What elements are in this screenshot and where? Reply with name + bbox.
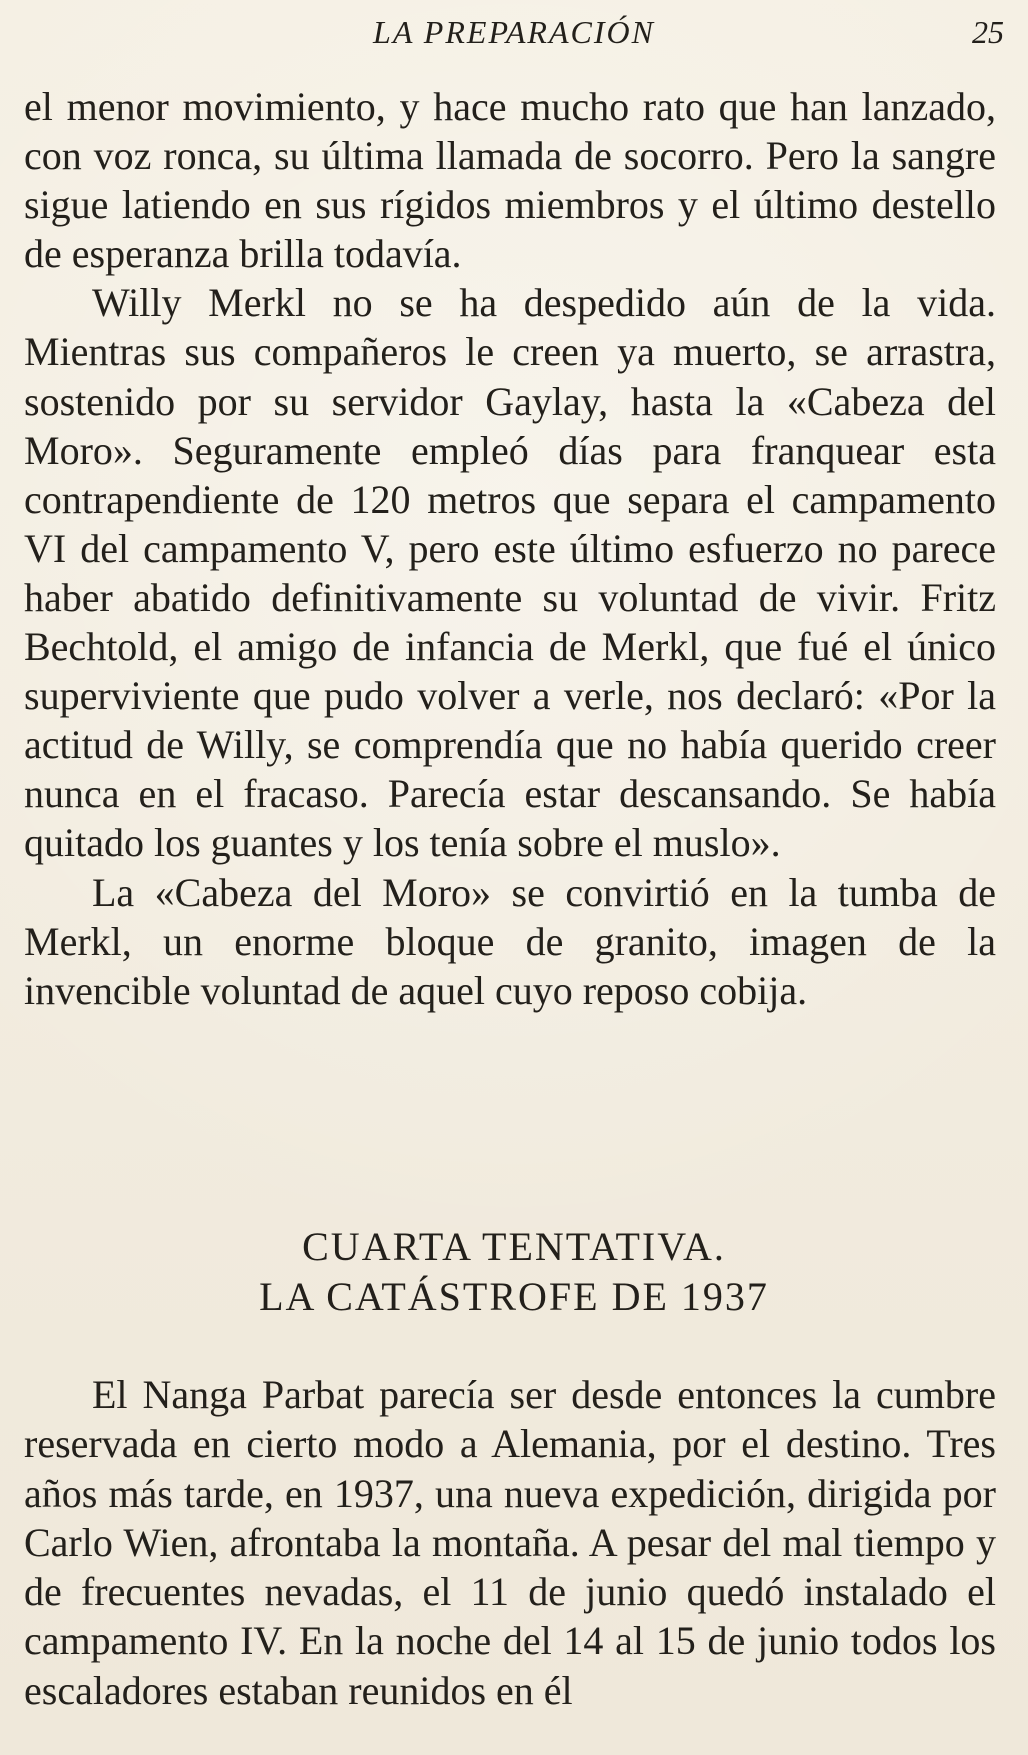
- body-text-bottom: [24, 1370, 996, 1715]
- running-head: LA PREPARACIÓN: [373, 14, 655, 50]
- page-header: [0, 8, 1028, 54]
- section-heading-line-2: LA CATÁSTROFE DE 1937: [259, 1274, 769, 1319]
- section-heading: [0, 1222, 1028, 1322]
- page-number: 25: [972, 14, 1004, 50]
- paragraph: La «Cabeza del Moro» se convirtió en la tumba de Merkl, un enorme bloque de granito, imagen de la invencible voluntad de aquel cuyo reposo cobija.: [24, 869, 996, 1013]
- paragraph: Willy Merkl no se ha despedido aún de la vida. Mientras sus compañeros le creen ya muerto, se arrastra, sostenido por su servidor Gaylay, hasta la «Cabeza del Moro». Seguramente empleó días para franquear esta contrapendiente de 120 metros que separa el campamento VI del campamento V, pero este último esfuerzo no parece haber abatido definitivamente su voluntad de vivir. Fritz Bechtold, el amigo de infancia de Merkl, que fué el único superviviente que pudo volver a verle, nos declaró: «Por la actitud de Willy, se comprendía que no había querido creer nunca en el fracaso. Parecía estar descansando. Se había quitado los guantes y los tenía sobre el muslo».: [24, 280, 996, 866]
- paragraph: el menor movimiento, y hace mucho rato que han lanzado, con voz ronca, su última llamada de socorro. Pero la sangre sigue latiendo en sus rígidos miembros y el último destello de esperanza brilla todavía.: [24, 84, 996, 277]
- body-text-top: [24, 82, 996, 1015]
- section-heading-line-1: CUARTA TENTATIVA.: [302, 1224, 726, 1269]
- paragraph: El Nanga Parbat parecía ser desde entonces la cumbre reservada en cierto modo a Alemania, por el destino. Tres años más tarde, en 1937, una nueva expedición, dirigida por Carlo Wien, afrontaba la montaña. A pesar del mal tiempo y de frecuentes nevadas, el 11 de junio quedó instalado el campamento IV. En la noche del 14 al 15 de junio todos los escaladores estaban reunidos en él: [24, 1372, 996, 1713]
